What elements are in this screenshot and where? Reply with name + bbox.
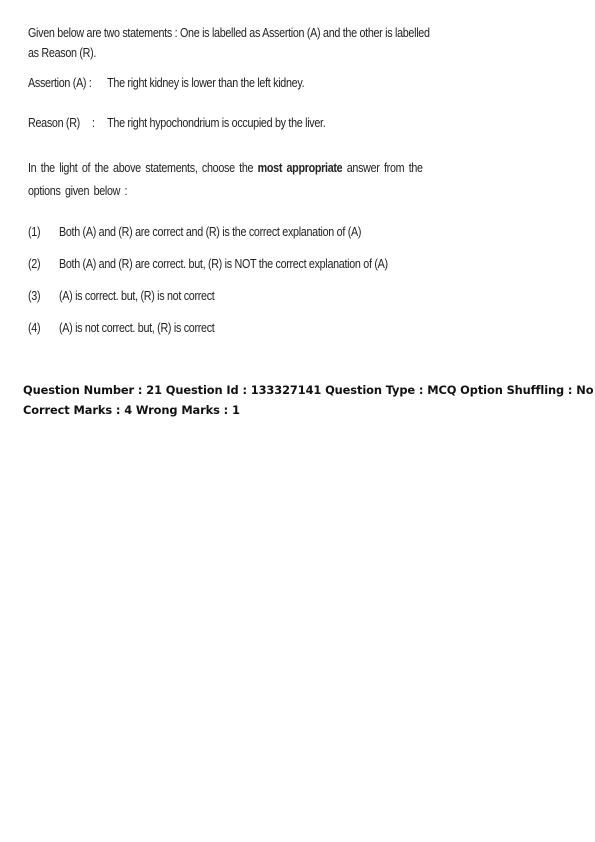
reason-colon: : <box>92 116 95 130</box>
instruction-line-1 <box>28 157 423 180</box>
reason-statement <box>28 116 325 130</box>
option-3 <box>28 289 214 303</box>
option-1 <box>28 225 361 239</box>
question-meta-line-1: Question Number : 21 Question Id : 133327141 Question Type : MCQ Option Shuffling : No <box>23 383 594 397</box>
reason-label-group <box>28 116 107 130</box>
question-instruction <box>28 157 423 203</box>
reason-label: Reason (R) <box>28 116 80 130</box>
option-number: (1) <box>28 225 41 239</box>
assertion-statement <box>28 76 304 90</box>
instruction-emphasis: most appropriate <box>257 161 343 175</box>
assertion-label: Assertion (A) : <box>28 76 92 90</box>
intro-line-2: as Reason (R). <box>28 46 97 60</box>
assertion-text: The right kidney is lower than the left kidney. <box>107 76 305 90</box>
instruction-line-2: options given below : <box>28 184 128 198</box>
question-intro <box>28 23 430 63</box>
option-number: (4) <box>28 321 41 335</box>
reason-text: The right hypochondrium is occupied by the liver. <box>107 116 326 130</box>
option-4 <box>28 321 214 335</box>
option-number: (3) <box>28 289 41 303</box>
option-text: (A) is not correct. but, (R) is correct <box>58 321 215 335</box>
intro-line-1: Given below are two statements : One is labelled as Assertion (A) and the other is labelled <box>28 26 430 40</box>
option-text: Both (A) and (R) are correct and (R) is the correct explanation of (A) <box>58 225 362 239</box>
option-text: Both (A) and (R) are correct. but, (R) is NOT the correct explanation of (A) <box>58 257 388 271</box>
instruction-pre: In the light of the above statements, choose the <box>28 161 258 175</box>
instruction-post: answer from the <box>342 161 423 175</box>
option-2 <box>28 257 388 271</box>
option-text: (A) is correct. but, (R) is not correct <box>58 289 215 303</box>
option-number: (2) <box>28 257 41 271</box>
question-meta-line-2: Correct Marks : 4 Wrong Marks : 1 <box>23 403 240 417</box>
